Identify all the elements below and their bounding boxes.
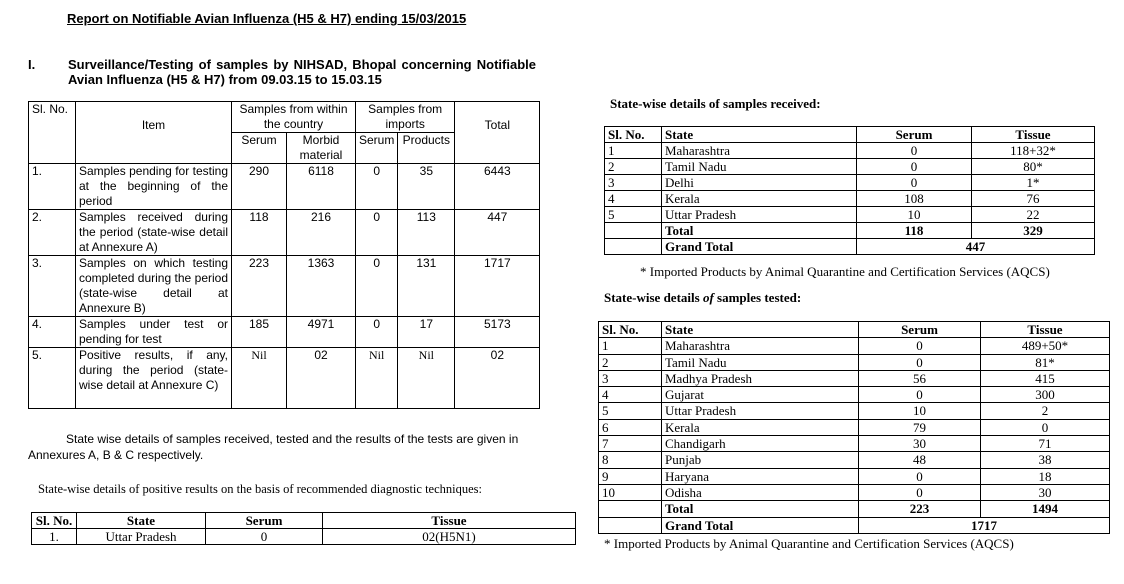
row-sl: 5. bbox=[29, 348, 76, 409]
total-sl-empty bbox=[599, 501, 662, 517]
header-within-country: Samples from within the country bbox=[232, 102, 356, 133]
row-tissue: 300 bbox=[981, 387, 1110, 403]
row-state: Tamil Nadu bbox=[662, 159, 857, 175]
tested-caption bbox=[604, 290, 801, 306]
header-sl-no: Sl. No. bbox=[605, 127, 662, 143]
row-sl: 1. bbox=[32, 529, 77, 545]
header-tissue: Tissue bbox=[981, 322, 1110, 338]
section-heading: Surveillance/Testing of samples by NIHSAD, Bhopal concerning Notifiable Avian Influenza (H5 & H7) from 09.03.15 to 15.03.15 bbox=[68, 57, 536, 87]
row-serum: 185 bbox=[232, 317, 287, 348]
row-item: Samples received during the period (state-wise detail at Annexure A) bbox=[76, 210, 232, 256]
table-row bbox=[605, 207, 1095, 223]
row-serum: 0 bbox=[859, 338, 981, 354]
header-serum: Serum bbox=[232, 133, 287, 164]
row-imp-serum: 0 bbox=[356, 164, 398, 210]
row-morbid: 02 bbox=[287, 348, 356, 409]
tested-caption-pre: State-wise details bbox=[604, 290, 703, 305]
row-sl: 1 bbox=[599, 338, 662, 354]
row-sl: 2 bbox=[605, 159, 662, 175]
row-products: Nil bbox=[398, 348, 455, 409]
row-state: Uttar Pradesh bbox=[662, 403, 859, 419]
row-serum: 0 bbox=[859, 354, 981, 370]
row-serum: 0 bbox=[857, 175, 972, 191]
total-serum: 118 bbox=[857, 223, 972, 239]
table-row bbox=[599, 468, 1110, 484]
row-sl: 2. bbox=[29, 210, 76, 256]
row-sl: 5 bbox=[605, 207, 662, 223]
row-state: Gujarat bbox=[662, 387, 859, 403]
row-serum: 108 bbox=[857, 191, 972, 207]
row-state: Uttar Pradesh bbox=[77, 529, 206, 545]
table-row bbox=[599, 338, 1110, 354]
row-total: 5173 bbox=[455, 317, 540, 348]
row-serum: 0 bbox=[857, 143, 972, 159]
header-state: State bbox=[662, 322, 859, 338]
row-imp-serum: 0 bbox=[356, 317, 398, 348]
row-serum: 290 bbox=[232, 164, 287, 210]
row-tissue: 81* bbox=[981, 354, 1110, 370]
header-imports: Samples from imports bbox=[356, 102, 455, 133]
received-footnote: * Imported Products by Animal Quarantine and Certification Services (AQCS) bbox=[640, 264, 1050, 279]
tested-table bbox=[598, 321, 1110, 534]
row-tissue: 22 bbox=[972, 207, 1095, 223]
row-tissue: 415 bbox=[981, 370, 1110, 386]
row-sl: 1 bbox=[605, 143, 662, 159]
row-tissue: 2 bbox=[981, 403, 1110, 419]
report-title: Report on Notifiable Avian Influenza (H5 & H7) ending 15/03/2015 bbox=[67, 11, 467, 26]
row-sl: 3 bbox=[605, 175, 662, 191]
row-serum: 0 bbox=[859, 387, 981, 403]
row-sl: 6 bbox=[599, 419, 662, 435]
row-sl: 4 bbox=[605, 191, 662, 207]
positive-results-caption: State-wise details of positive results on the basis of recommended diagnostic techniques: bbox=[38, 482, 482, 496]
row-item: Samples under test or pending for test bbox=[76, 317, 232, 348]
row-serum: Nil bbox=[232, 348, 287, 409]
received-table bbox=[604, 126, 1095, 255]
row-serum: 118 bbox=[232, 210, 287, 256]
row-total: 02 bbox=[455, 348, 540, 409]
header-total: Total bbox=[455, 102, 540, 164]
table-row bbox=[605, 175, 1095, 191]
table-row bbox=[599, 419, 1110, 435]
row-serum: 56 bbox=[859, 370, 981, 386]
row-tissue: 18 bbox=[981, 468, 1110, 484]
row-imp-serum: Nil bbox=[356, 348, 398, 409]
row-serum: 0 bbox=[859, 484, 981, 500]
row-state: Maharashtra bbox=[662, 143, 857, 159]
row-tissue: 118+32* bbox=[972, 143, 1095, 159]
row-tissue: 1* bbox=[972, 175, 1095, 191]
header-imp-serum: Serum bbox=[356, 133, 398, 164]
row-tissue: 02(H5N1) bbox=[323, 529, 576, 545]
row-item: Positive results, if any, during the period (state-wise detail at Annexure C) bbox=[76, 348, 232, 409]
row-tissue: 30 bbox=[981, 484, 1110, 500]
row-sl: 10 bbox=[599, 484, 662, 500]
header-tissue: Tissue bbox=[323, 513, 576, 529]
row-serum: 0 bbox=[857, 159, 972, 175]
grand-total-value: 1717 bbox=[859, 517, 1110, 533]
total-label: Total bbox=[662, 501, 859, 517]
table-row bbox=[605, 191, 1095, 207]
header-products: Products bbox=[398, 133, 455, 164]
tested-caption-post: samples tested: bbox=[713, 290, 802, 305]
total-row bbox=[605, 223, 1095, 239]
tested-caption-italic: of bbox=[702, 290, 714, 305]
row-sl: 7 bbox=[599, 436, 662, 452]
row-sl: 8 bbox=[599, 452, 662, 468]
row-tissue: 38 bbox=[981, 452, 1110, 468]
row-sl: 9 bbox=[599, 468, 662, 484]
row-state: Odisha bbox=[662, 484, 859, 500]
total-tissue: 1494 bbox=[981, 501, 1110, 517]
row-sl: 3. bbox=[29, 256, 76, 317]
row-state: Kerala bbox=[662, 191, 857, 207]
row-state: Maharashtra bbox=[662, 338, 859, 354]
row-tissue: 80* bbox=[972, 159, 1095, 175]
grand-total-value: 447 bbox=[857, 239, 1095, 255]
row-serum: 48 bbox=[859, 452, 981, 468]
row-imp-serum: 0 bbox=[356, 256, 398, 317]
header-serum: Serum bbox=[206, 513, 323, 529]
row-total: 447 bbox=[455, 210, 540, 256]
header-serum: Serum bbox=[857, 127, 972, 143]
positive-results-table bbox=[31, 512, 576, 545]
table-row bbox=[599, 387, 1110, 403]
section-number: I. bbox=[28, 57, 36, 72]
row-item: Samples pending for testing at the beginning of the period bbox=[76, 164, 232, 210]
total-label: Total bbox=[662, 223, 857, 239]
row-serum: 79 bbox=[859, 419, 981, 435]
grand-total-row bbox=[599, 517, 1110, 533]
row-tissue: 489+50* bbox=[981, 338, 1110, 354]
table-row bbox=[599, 436, 1110, 452]
table-row bbox=[599, 354, 1110, 370]
annexure-note-text: State wise details of samples received, tested and the results of the tests are given in Annexures A, B & C respectively. bbox=[28, 432, 519, 462]
row-sl: 5 bbox=[599, 403, 662, 419]
row-sl: 3 bbox=[599, 370, 662, 386]
table-row bbox=[32, 529, 576, 545]
table-row bbox=[29, 317, 540, 348]
grand-total-label: Grand Total bbox=[662, 239, 857, 255]
row-state: Uttar Pradesh bbox=[662, 207, 857, 223]
table-row bbox=[599, 484, 1110, 500]
row-item: Samples on which testing completed during the period (state-wise detail at Annexure B) bbox=[76, 256, 232, 317]
row-serum: 223 bbox=[232, 256, 287, 317]
row-serum: 0 bbox=[206, 529, 323, 545]
row-serum: 30 bbox=[859, 436, 981, 452]
table-row bbox=[29, 210, 540, 256]
annexure-note bbox=[28, 431, 538, 463]
table-row bbox=[599, 370, 1110, 386]
row-tissue: 0 bbox=[981, 419, 1110, 435]
row-sl: 1. bbox=[29, 164, 76, 210]
surveillance-table bbox=[28, 101, 540, 409]
grand-total-sl-empty bbox=[605, 239, 662, 255]
row-state: Delhi bbox=[662, 175, 857, 191]
row-sl: 4. bbox=[29, 317, 76, 348]
row-serum: 10 bbox=[857, 207, 972, 223]
header-sl-no: Sl. No. bbox=[32, 513, 77, 529]
row-sl: 2 bbox=[599, 354, 662, 370]
grand-total-row bbox=[605, 239, 1095, 255]
header-serum: Serum bbox=[859, 322, 981, 338]
row-morbid: 6118 bbox=[287, 164, 356, 210]
grand-total-sl-empty bbox=[599, 517, 662, 533]
grand-total-label: Grand Total bbox=[662, 517, 859, 533]
row-total: 6443 bbox=[455, 164, 540, 210]
row-imp-serum: 0 bbox=[356, 210, 398, 256]
row-serum: 10 bbox=[859, 403, 981, 419]
row-state: Kerala bbox=[662, 419, 859, 435]
total-tissue: 329 bbox=[972, 223, 1095, 239]
tested-footnote: * Imported Products by Animal Quarantine and Certification Services (AQCS) bbox=[604, 536, 1014, 551]
row-serum: 0 bbox=[859, 468, 981, 484]
row-state: Haryana bbox=[662, 468, 859, 484]
header-morbid: Morbid material bbox=[287, 133, 356, 164]
total-row bbox=[599, 501, 1110, 517]
total-serum: 223 bbox=[859, 501, 981, 517]
header-sl-no: Sl. No. bbox=[599, 322, 662, 338]
table-row bbox=[605, 159, 1095, 175]
header-item: Item bbox=[76, 102, 232, 164]
row-state: Tamil Nadu bbox=[662, 354, 859, 370]
row-morbid: 1363 bbox=[287, 256, 356, 317]
row-total: 1717 bbox=[455, 256, 540, 317]
row-state: Chandigarh bbox=[662, 436, 859, 452]
table-row bbox=[599, 403, 1110, 419]
row-morbid: 4971 bbox=[287, 317, 356, 348]
table-row bbox=[29, 256, 540, 317]
header-tissue: Tissue bbox=[972, 127, 1095, 143]
row-morbid: 216 bbox=[287, 210, 356, 256]
row-state: Punjab bbox=[662, 452, 859, 468]
row-products: 113 bbox=[398, 210, 455, 256]
row-state: Madhya Pradesh bbox=[662, 370, 859, 386]
header-state: State bbox=[77, 513, 206, 529]
row-products: 35 bbox=[398, 164, 455, 210]
row-products: 131 bbox=[398, 256, 455, 317]
header-state: State bbox=[662, 127, 857, 143]
row-sl: 4 bbox=[599, 387, 662, 403]
received-caption: State-wise details of samples received: bbox=[610, 96, 821, 111]
row-tissue: 71 bbox=[981, 436, 1110, 452]
table-row bbox=[605, 143, 1095, 159]
header-sl-no: Sl. No. bbox=[29, 102, 76, 164]
total-sl-empty bbox=[605, 223, 662, 239]
row-tissue: 76 bbox=[972, 191, 1095, 207]
table-row bbox=[29, 348, 540, 409]
row-products: 17 bbox=[398, 317, 455, 348]
table-row bbox=[29, 164, 540, 210]
table-row bbox=[599, 452, 1110, 468]
